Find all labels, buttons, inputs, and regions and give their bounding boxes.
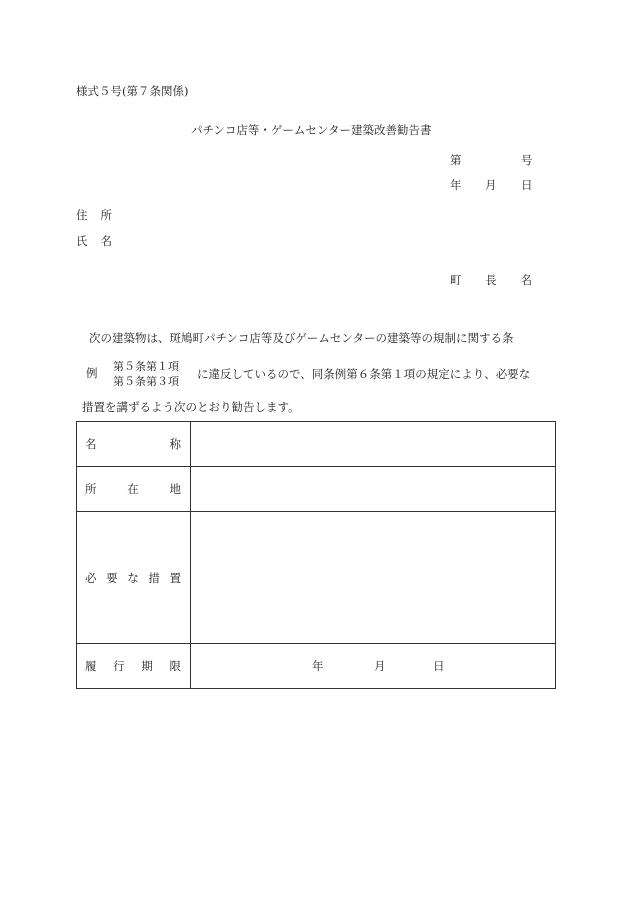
location-value-cell[interactable]	[191, 467, 556, 512]
table-row	[77, 422, 556, 467]
issue-month: 月	[485, 178, 497, 192]
issue-number-label: 第	[450, 153, 462, 167]
issue-number-suffix: 号	[521, 153, 533, 167]
body-line-1: 次の建築物は、斑鳩町パチンコ店等及びゲームセンターの建築等の規制に関する条	[89, 331, 514, 345]
deadline-row-label: 履 行 期 限	[77, 644, 191, 689]
deadline-year: 年	[312, 659, 324, 673]
table-row	[77, 644, 556, 689]
measures-row-label: 必 要 な 措 置	[77, 512, 191, 644]
body-line-2: に違反しているので、同条例第６条第１項の規定により、必要な	[197, 367, 531, 381]
body-line-3: 措置を講ずるよう次のとおり勧告します。	[82, 400, 300, 414]
recommendation-table	[76, 421, 556, 689]
document-title: パチンコ店等・ゲームセンター建築改善勧告書	[191, 123, 432, 137]
location-row-label: 所 在 地	[77, 467, 191, 512]
form-id: 様式５号(第７条関係)	[76, 84, 189, 98]
body-rei: 例	[86, 366, 98, 380]
deadline-day: 日	[433, 659, 445, 673]
name-label: 氏 名	[76, 234, 112, 248]
table-row	[77, 467, 556, 512]
article-upper: 第５条第１項	[113, 360, 179, 373]
measures-value-cell[interactable]	[191, 512, 556, 644]
name-row-label: 名 称	[77, 422, 191, 467]
name-value-cell[interactable]	[191, 422, 556, 467]
issue-year: 年	[450, 178, 462, 192]
article-lower: 第５条第３項	[113, 375, 179, 388]
address-label: 住 所	[76, 208, 112, 222]
issue-day: 日	[521, 178, 533, 192]
deadline-month: 月	[374, 659, 386, 673]
deadline-value-cell[interactable]	[191, 644, 556, 689]
table-row	[77, 512, 556, 644]
issuer-label: 町 長 名	[450, 273, 532, 287]
